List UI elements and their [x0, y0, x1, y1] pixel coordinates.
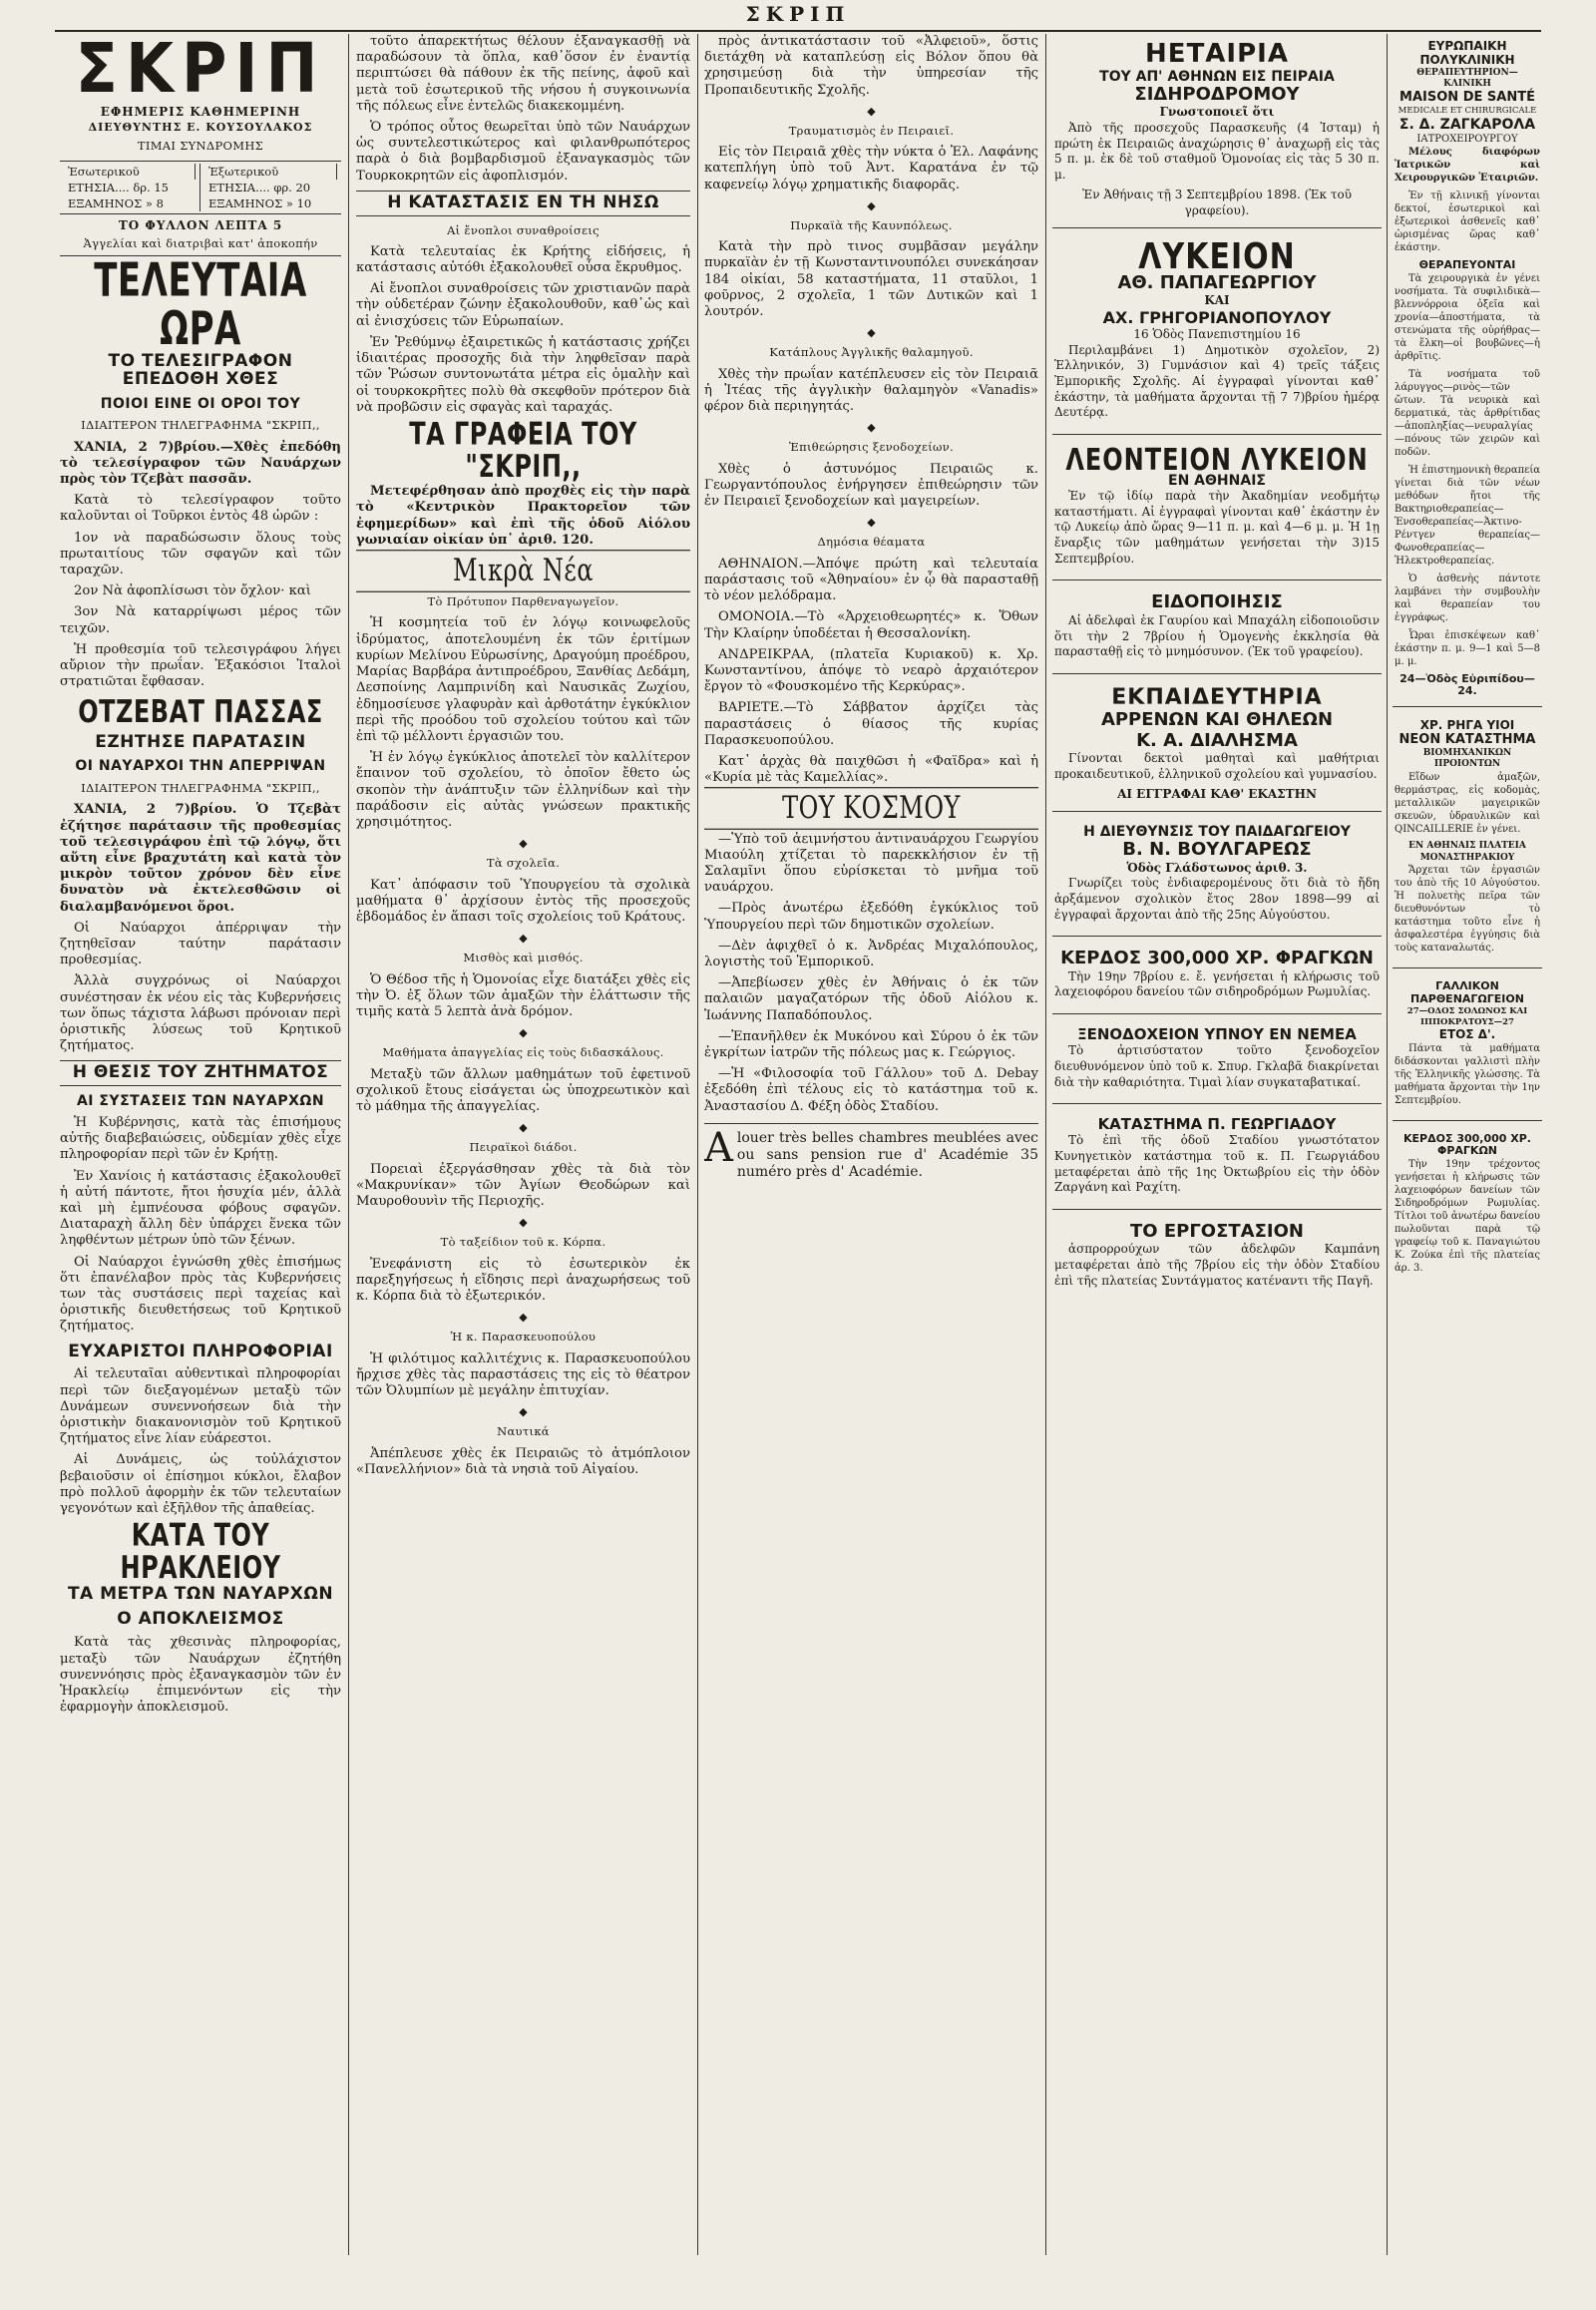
ad-paidagogeion — [1052, 818, 1382, 937]
separator: ◆ — [519, 1216, 528, 1230]
headline-advice: ΑΙ ΣΥΣΤΑΣΕΙΣ ΤΩΝ ΝΑΥΑΡΧΩΝ — [76, 1093, 325, 1110]
article-paragraph: Πορειαὶ ἐξεργάσθησαν χθὲς τὰ διὰ τὸν «Μακρυνίκαν» τῶν Ἀγίων Θεοδώρων καὶ Μαυροθουνὶν τῆς Περιοχῆς. — [356, 1161, 690, 1209]
headline-small-news: Μικρὰ Νέα — [356, 550, 690, 592]
article-paragraph: Ἐν Χανίοις ἡ κατάστασις ἐξακολουθεῖ ἡ αὐτή πάντοτε, ἤτοι ἡσυχία μέν, ἀλλὰ καὶ μὴ ἐμπνέουσα φόβους σφαγῶν. Διαταραχὴ ἄλλη δὲν ὑπάρχει ἕνεκα τῶν ληφθέντων μέτρων ὑπὸ τῶν ξένων. — [60, 1168, 341, 1249]
ad-title: ΤΟ ΕΡΓΟΣΤΑΣΙΟΝ — [1130, 1220, 1304, 1242]
ad-title: ΓΑΛΛΙΚΟΝ ΠΑΡΘΕΝΑΓΩΓΕΙΟΝ — [1410, 979, 1524, 1006]
article-paragraph: Ἡ ἐν λόγῳ ἐγκύκλιος ἀποτελεῖ τὸν καλλίτερον ἔπαινον τοῦ σχολείου, τὸ ὁποῖον ἔθετο ὡς σκοπὸν τὴν ἀνάπτυξιν τῶν ἑλληνίδων καὶ τὴν παράδοσιν εἰς αὐτὰς γνώσεων πρακτικῆς χρησιμότητος. — [356, 750, 690, 830]
article-paragraph: —Ὑπὸ τοῦ ἀειμνήστου ἀντιναυάρχου Γεωργίου Μιαούλη χτίζεται τὸ παρεκκλήσιον ἐν τῇ Σαλαμῖνι ὅπου εὑρίσκεται τὸ μνῆμα τοῦ ναυάρχου. — [704, 831, 1038, 896]
ad-leonteion — [1052, 441, 1382, 580]
ad-polyclinic — [1393, 34, 1542, 707]
article-paragraph: Χθὲς τὴν πρωΐαν κατέπλευσεν εἰς τὸν Πειραιᾶ ἡ Ἰτέας τῆς ἀγγλικὴν θαλαμηγὸν «Vanadis» φέρον διὰ περιηγητάς. — [704, 366, 1038, 415]
ad-schools — [1052, 680, 1382, 812]
domestic-prices — [60, 164, 200, 212]
domestic-half: ΕΞΑΜΗΝΟΣ » 8 — [68, 196, 164, 211]
article-paragraph: 2ον Νὰ ἀφοπλίσωσι τὸν ὄχλον· καὶ — [74, 583, 311, 599]
ad-notice: Γνωστοποιεῖ ὅτι — [1159, 105, 1275, 120]
article-paragraph: Ἡ Κυβέρνησις, κατὰ τὰς ἐπισήμους αὐτῆς διαβεβαιώσεις, οὐδεμίαν χθὲς εἶχε πληροφορίαν περὶ τῶν ἐν Κρήτῃ. — [60, 1114, 341, 1163]
ad-railway — [1052, 34, 1382, 228]
ad-text: Ὁ ἀσθενὴς πάντοτε λαμβάνει τὴν συμβουλὴν καὶ θεραπείαν του ἐγγράφως. — [1395, 573, 1540, 623]
ad-french-subtitle: MEDICALE ET CHIRURGICALE — [1397, 105, 1537, 116]
ad-text: Τὴν 19ην 7βρίου ε. ἔ. γενήσεται ἡ κλήρωσις τοῦ λαχειοφόρου δανείου τῶν σιδηροδρόμων Ρωμυλίας. — [1054, 968, 1380, 999]
ad-title: ΚΕΡΔΟΣ 300,000 ΧΡ. ΦΡΑΓΚΩΝ — [1060, 948, 1374, 969]
headline-refused: ΟΙ ΝΑΥΑΡΧΟΙ ΤΗΝ ΑΠΕΡΡΙΨΑΝ — [75, 758, 326, 775]
ad-title: ΛΕΟΝΤΕΙΟΝ ΛΥΚΕΙΟΝ — [1065, 442, 1369, 478]
article-paragraph: ΒΑΡΙΕΤΕ.—Τὸ Σάββατον ἀρχίζει τὰς παραστάσεις ὁ θίασος τῆς κυρίας Παρασκευοπούλου. — [704, 700, 1038, 748]
prices-title: ΤΙΜΑΙ ΣΥΝΔΡΟΜΗΣ — [137, 139, 264, 154]
article-paragraph: 3ον Νὰ καταρρίψωσι μέρος τῶν τειχῶν. — [60, 604, 341, 636]
headline-extension: ΕΖΗΤΗΣΕ ΠΑΡΑΤΑΣΙΝ — [95, 731, 306, 752]
ad-address: 16 Ὁδὸς Πανεπιστημίου 16 — [1133, 327, 1301, 342]
private-telegram-label: ΙΔΙΑΙΤΕΡΟΝ ΤΗΛΕΓΡΑΦΗΜΑ "ΣΚΡΙΠ,, — [81, 781, 320, 796]
column-rule — [697, 34, 698, 2255]
subheading: Ἡ κ. Παρασκευοπούλου — [450, 1330, 597, 1345]
separator: ◆ — [519, 837, 528, 851]
article-paragraph: —Ἡ «Φιλοσοφία τοῦ Γάλλου» τοῦ Δ. Debay ἐξεδόθη ἐπὶ τέλους εἰς τὸ κατάστημα τοῦ κ. Ἀναστασίου Δ. Φέξη ὁδὸς Σταδίου. — [704, 1066, 1038, 1114]
ad-name: ΑΘ. ΠΑΠΑΓΕΩΡΓΙΟΥ — [1117, 271, 1317, 293]
ad-registration: ΑΙ ΕΓΓΡΑΦΑΙ ΚΑΘ' ΕΚΑΣΤΗΝ — [1117, 787, 1317, 802]
article-paragraph: Κατὰ τὰς χθεσινὰς πληροφορίας, μεταξὺ τῶν Ναυάρχων ἐζητήθη συνεννόησις πρὸς ἐξαναγκασμὸν τῶν ἐν Ἡρακλείῳ ἐπιμενόντων εἰς τὴν ἐφαρμογὴν ἀποκλεισμοῦ. — [60, 1635, 341, 1716]
column-rule — [1387, 34, 1388, 2255]
headline-terms: ΠΟΙΟΙ ΕΙΝΕ ΟΙ ΟΡΟΙ ΤΟΥ — [100, 395, 301, 412]
ad-name: Β. Ν. ΒΟΥΛΓΑΡΕΩΣ — [1122, 839, 1312, 861]
column-1 — [60, 34, 341, 2255]
masthead-editor: ΔΙΕΥΘΥΝΤΗΣ Ε. ΚΟΥΣΟΥΛΑΚΟΣ — [88, 121, 313, 135]
ad-title: ΗΕΤΑΙΡΙΑ — [1145, 39, 1289, 69]
ad-french-school — [1393, 974, 1542, 1120]
ad-name: Κ. Α. ΔΙΑΛΗΣΜΑ — [1136, 729, 1298, 751]
article-paragraph: 1ον νὰ παραδώσωσιν ὅλους τοὺς πρωταιτίους τῶν σφαγῶν καὶ τῶν ταραχῶν. — [60, 530, 341, 578]
domestic-year: ΕΤΗΣΙΑ.... δρ. 15 — [68, 180, 169, 194]
article-paragraph: Ἀπέπλευσε χθὲς ἐκ Πειραιῶς τὸ ἀτμόπλοιον «Πανελλήνιον» διὰ τὰ νησιὰ τοῦ Αἰγαίου. — [356, 1445, 690, 1477]
headline-island: Η ΚΑΤΑΣΤΑΣΙΣ ΕΝ ΤΗ ΝΗΣΩ — [356, 191, 690, 216]
ad-text: Περιλαμβάνει 1) Δημοτικὸν σχολεῖον, 2) Ἑλληνικόν, 3) Γυμνάσιον καὶ 4) τρεῖς τάξεις Ἐμπορικῆς Σχολῆς. Αἱ ἐγγραφαὶ γίνονται καθ᾽ ἑκάστην, τὰ μαθήματα ἄρχονται τῇ 7 7)βρίου ἡμέρᾳ Δευτέρᾳ. — [1054, 342, 1380, 420]
running-header: ΣΚΡΙΠ — [55, 0, 1541, 32]
separator: ◆ — [519, 932, 528, 946]
ad-subtitle: ΘΕΡΑΠΕΥΤΗΡΙΟΝ—ΚΛΙΝΙΚΗ — [1416, 67, 1518, 90]
ad-role: ΙΑΤΡΟΧΕΙΡΟΥΡΓΟΥ — [1416, 134, 1518, 146]
article-paragraph: Ἐν Ῥεθύμνῳ ἐξαιρετικῶς ἡ κατάστασις χρήζει ἰδιαιτέρας προσοχῆς διὰ τὴν ληφθεῖσαν παρὰ τῶν Ῥώσων συντονωτάτα μέτρα εἰς ὁμαλὴν καὶ οἱ τουρκοκρῆτες πολὺ θὰ σκεφθοῦν πρότερον διὰ νὰ προβῶσιν εἰς σφαγὰς καὶ ταραχάς. — [356, 334, 690, 415]
subheading: Ναυτικά — [497, 1424, 550, 1439]
article-paragraph: ΧΑΝΙΑ, 2 7)βρίου. Ὁ Τζεβὰτ ἐζήτησε παράτασιν τῆς προθεσμίας τοῦ τελεσιγράφου ἐπὶ τῷ λόγῳ, ὅτι αὕτη εἶνε βραχυτάτη καὶ κατὰ τὸν μικρὸν τοῦτον χρόνον δὲν εἶνε δυνατὸν νὰ ἐκτελεσθῶσιν οἱ διαλαμβανόμενοι ὅροι. — [60, 802, 341, 915]
ad-text: Γίνονται δεκτοὶ μαθηταὶ καὶ μαθήτριαι προκαιδευτικοῦ, ἑλληνικοῦ σχολείου καὶ γυμνασίου. — [1054, 751, 1380, 781]
ad-subtitle: ΕΝ ΑΘΗΝΑΙΣ — [1168, 473, 1266, 490]
article-paragraph: —Δὲν ἀφιχθεῖ ὁ κ. Ἀνδρέας Μιχαλόπουλος, λογιστὴς τοῦ Ἐμπορικοῦ. — [704, 938, 1038, 969]
article-paragraph: Κατ᾽ ἀπόφασιν τοῦ Ὑπουργείου τὰ σχολικὰ μαθήματα θ᾽ ἀρχίσουν ἐντὸς τῆς προσεχοῦς ἑβδομάδος ἐν ἅπασι τοῖς σχολείοις τοῦ Κράτους. — [356, 877, 690, 925]
separator: ◆ — [519, 1405, 528, 1419]
headline-pleasant: ΕΥΧΑΡΙΣΤΟΙ ΠΛΗΡΟΦΟΡΙΑΙ — [68, 1341, 333, 1361]
separator: ◆ — [867, 198, 876, 212]
foreign-year: ΕΤΗΣΙΑ.... φρ. 20 — [208, 180, 311, 194]
ad-hours: Ὧραι ἐπισκέψεων καθ᾽ ἑκάστην π. μ. 9—1 καὶ 5—8 μ. μ. — [1395, 629, 1540, 667]
french-ad-text: louer très belles chambres meublées avec ou sans pension rue d' Académie 35 numéro près d' Académie. — [736, 1129, 1038, 1180]
separator: ◆ — [867, 421, 876, 435]
column-rule — [348, 34, 349, 2255]
ad-lottery — [1052, 943, 1382, 1014]
separator: ◆ — [867, 326, 876, 340]
ad-subtitle: ΒΙΟΜΗΧΑΝΙΚΩΝ ΠΡΟΙΟΝΤΩΝ — [1422, 747, 1512, 770]
foreign-prices — [200, 164, 341, 212]
article-paragraph: ΧΑΝΙΑ, 2 7)βρίου.—Χθὲς ἐπεδόθη τὸ τελεσίγραφον τῶν Ναυάρχων πρὸς τὸν Τζεβὰτ πασσᾶν. — [60, 439, 341, 487]
subheading: Αἱ ἔνοπλοι συναθροίσεις — [447, 222, 599, 237]
article-paragraph: Αἱ τελευταῖαι αὐθεντικαὶ πληροφορίαι περὶ τῶν διεξαγομένων μεταξὺ τῶν Δυνάμεων συνεννοήσεων διὰ τὴν ὁριστικὴν διακανονισμὸν τοῦ Κρητικοῦ ζητήματος εἶνε λίαν εὐάρεστοι. — [60, 1366, 341, 1447]
ad-title: ΕΥΡΩΠΑΙΚΗ ΠΟΛΥΚΛΙΝΙΚΗ — [1419, 39, 1515, 67]
article-paragraph: Ἡ φιλότιμος καλλιτέχνις κ. Παρασκευοπούλου ἤρχισε χθὲς τὰς παραστάσεις της εἰς τὸ θέατρον τῶν Ὀλυμπίων μὲ μεγάλην ἐπιτυχίαν. — [356, 1350, 690, 1399]
ad-place: ΕΝ ΑΘΗΝΑΙΣ ΠΛΑΤΕΙΑ ΜΟΝΑΣΤΗΡΑΚΙΟΥ — [1408, 841, 1526, 863]
ad-lyceum — [1052, 234, 1382, 435]
ad-subtitle: ΤΟΥ ΑΠ' ΑΘΗΝΩΝ ΕΙΣ ΠΕΙΡΑΙΑ — [1099, 68, 1335, 85]
article-paragraph: ΑΘΗΝΑΙΟΝ.—Ἀπόψε πρώτη καὶ τελευταία παράστασις τοῦ «Ἀθηναίου» ἐν ᾧ θὰ παρασταθῇ τὸ νέον μελόδραμα. — [704, 556, 1038, 604]
drop-cap: A — [704, 1124, 733, 1171]
headline-offices: ΤΑ ΓΡΑΦΕΙΑ ΤΟΥ "ΣΚΡΙΠ,, — [409, 415, 637, 485]
article-paragraph: —Ἀπεβίωσεν χθὲς ἐν Ἀθήναις ὁ ἐκ τῶν παλαιῶν μαγαζατόρων τῆς ὁδοῦ Αἰόλου κ. Ἰωάννης Παπαδόπουλος. — [704, 975, 1038, 1023]
foreign-label: Ἐξωτερικοῦ — [204, 164, 337, 180]
private-telegram-label: ΙΔΙΑΙΤΕΡΟΝ ΤΗΛΕΓΡΑΦΗΜΑ "ΣΚΡΙΠ,, — [81, 418, 320, 433]
ad-title: Η ΔΙΕΥΘΥΝΣΙΣ ΤΟΥ ΠΑΙΔΑΓΩΓΕΙΟΥ — [1083, 824, 1351, 841]
separator: ◆ — [867, 516, 876, 530]
foreign-half: ΕΞΑΜΗΝΟΣ » 10 — [208, 196, 312, 211]
issue-price: ΤΟ ΦΥΛΛΟΝ ΛΕΠΤΑ 5 — [118, 218, 283, 233]
article-paragraph: Κατὰ τὴν πρὸ τινος συμβᾶσαν μεγάλην πυρκαϊὰν ἐν τῇ Κωνσταντινουπόλει συνεκάησαν 184 οἰκίαι, 58 καταστήματα, 11 σταῦλοι, 1 φοῦρνος, 2 σχολεῖα, 1 τῶν Δυτικῶν καὶ 1 λουτρόν. — [704, 239, 1038, 320]
column-4 — [1052, 34, 1382, 2255]
domestic-label: Ἐσωτερικοῦ — [64, 164, 196, 180]
ad-title: ΛΥΚΕΙΟΝ — [1138, 235, 1296, 278]
article-paragraph: Μεταξὺ τῶν ἄλλων μαθημάτων τοῦ ἐφετινοῦ σχολικοῦ ἔτους εἰσάγεται ὡς ὑποχρεωτικὸν καὶ τὸ μάθημα τῆς ἀπαγγελίας. — [356, 1066, 690, 1114]
subheading: Μισθὸς καὶ μισθός. — [463, 951, 584, 965]
ad-factory — [1052, 1216, 1382, 1302]
ad-text: Εἴδων ἁμαξῶν, θερμάστρας, εἰς κοδομὰς, μεταλλικῶν μαγειρικῶν σκευῶν, ὑδραυλικῶν καὶ QINCAILLERIE ἐν γένει. — [1395, 772, 1540, 836]
ad-address: 27—ΟΔΟΣ ΣΟΛΩΝΟΣ ΚΑΙ ΙΠΠΟΚΡΑΤΟΥΣ—27 — [1406, 1005, 1528, 1027]
ad-rigas — [1393, 713, 1542, 968]
article-paragraph: Κατὰ τὸ τελεσίγραφον τοῦτο καλοῦνται οἱ Τοῦρκοι ἐντὸς 48 ὡρῶν : — [60, 493, 341, 525]
headline-position: Η ΘΕΣΙΣ ΤΟΥ ΖΗΤΗΜΑΤΟΣ — [60, 1060, 341, 1086]
article-paragraph: ΟΜΟΝΟΙΑ.—Τὸ «Ἀρχειοθεωρητές» κ. Ὅθων Τὴν Κλαίρην ὑποδέεται ἡ Θεσσαλονίκη. — [704, 609, 1038, 641]
french-ad — [704, 1123, 1038, 1181]
headline-last-hour: ΤΕΛΕΥΤΑΙΑ ΩΡΑ — [94, 253, 307, 356]
ad-text: Τὰ νοσήματα τοῦ λάρυγγος—ρινὸς—τῶν ὤτων. Τὰ νευρικὰ καὶ δερματικά, τὰς ἀρθρίτιδας—ἀποπληξίας—νευραλγίας—πόνους τῶν χειρῶν καὶ ποδῶν. — [1395, 368, 1540, 458]
ad-text: Μέλους διαφόρων Ἰατρικῶν καὶ Χειρουργικῶν Ἑταιριῶν. — [1395, 147, 1540, 185]
article-paragraph: Ἡ κοσμητεία τοῦ ἐν λόγῳ κοινωφελοῦς ἱδρύματος, ἀποτελουμένη ἐκ τῶν ἐριτίμων κυρίων Μελίνου Εὐρωσίνης, Δραγούμη προέδρου, Μαρίας Βαρβάρα ἀντιπροέδρου, Ξανθίας Δεδάμη, Δεσποίνης Λαμπρινίδη καὶ Ναυσικᾶς Ζωχίου, ἐδημοσίευσε γλαφυρὰν καὶ ἀρθοτάτην ἐγκύκλιον περὶ τῆς προόδου τοῦ σχολείου τούτου καὶ τῶν ἐπὶ τῷ μέλλοντι ἐργασιῶν του. — [356, 615, 690, 744]
ad-big: ΝΕΟΝ ΚΑΤΑΣΤΗΜΑ — [1398, 731, 1536, 747]
ad-name: ΑΧ. ΓΡΗΓΟΡΙΑΝΟΠΟΥΛΟΥ — [1102, 307, 1332, 327]
ad-subtitle: ΑΡΡΕΝΩΝ ΚΑΙ ΘΗΛΕΩΝ — [1100, 708, 1334, 730]
ad-title: ΕΙΔΟΠΟΙΗΣΙΣ — [1151, 591, 1283, 613]
subheading: Τραυματισμὸς ἐν Πειραιεῖ. — [788, 124, 955, 139]
headline-measures: ΤΑ ΜΕΤΡΑ ΤΩΝ ΝΑΥΑΡΧΩΝ — [67, 1583, 334, 1604]
ad-address: Ὁδὸς Γλάδστωνος ἀριθ. 3. — [1126, 860, 1308, 875]
article-paragraph: ΑΝΔΡΕΙΚΡΑΑ, (πλατεῖα Κυριακοῦ) κ. Χρ. Κωνσταντίνου, ἀπόψε τὸ νεαρὸ ἀρχαιότερον ἔργον τὸ «Φουσκομένο τῆς Κερκύρας». — [704, 646, 1038, 695]
ad-signature: Ἐν Ἀθήναις τῇ 3 Σεπτεμβρίου 1898. (Ἐκ τοῦ γραφείου). — [1082, 188, 1352, 217]
ad-text: Τὴν 19ην τρέχοντος γενήσεται ἡ κλήρωσις τῶν λαχειοφόρων δανείων τῶν Σιδηροδρόμων Ρωμυλίας. Τίτλοι τοῦ ἀνωτέρω δανείου πωλοῦνται παρὰ τῷ γραφείῳ τοῦ κ. Παναγιώτου Κ. Ζούκα ἐπὶ τῆς πλατείας ἀρ. 3. — [1395, 1158, 1540, 1274]
headline-world: ΤΟΥ ΚΟΣΜΟΥ — [704, 787, 1038, 830]
column-rule — [1045, 34, 1046, 2255]
article-paragraph: Ἡ προθεσμία τοῦ τελεσιγράφου λήγει αὔριον τὴν πρωΐαν. Ἐξακόσιοι Ἰταλοὶ στρατιῶται ἔφθασαν. — [60, 641, 341, 690]
ad-text: Ἐν τῇ κλινικῇ γίνονται δεκτοί, ἐσωτερικοὶ καὶ ἐξωτερικοὶ ἀσθενεῖς καθ᾽ ὡρισμένας ὥρας καθ᾽ ἑκάστην. — [1395, 191, 1540, 254]
ad-and: ΚΑΙ — [1204, 293, 1230, 308]
subheading: Ἐπιθεώρησις ξενοδοχείων. — [789, 440, 954, 455]
ad-text: Ἄρχεται τῶν ἐργασιῶν του ἀπὸ τῆς 10 Αὐγούστου. Ἡ πολυετὴς πεῖρα τῶν διευθυνόντων τὸ κατάστημα τοῦτο εἶνε ἡ ἀσφαλεστέρα ἐγγύησις διὰ τοὺς καταναλωτάς. — [1395, 865, 1540, 955]
article-paragraph: —Πρὸς ἀνωτέρω ἐξεδόθη ἐγκύκλιος τοῦ Ὑπουργείου περὶ τῶν δημοτικῶν σχολείων. — [704, 901, 1038, 933]
subheading: Τὸ Πρότυπον Παρθεναγωγεῖον. — [427, 594, 619, 609]
headline-blockade: Ο ΑΠΟΚΛΕΙΣΜΟΣ — [117, 1609, 284, 1630]
article-paragraph: Αἱ Δυνάμεις, ὡς τοὐλάχιστον βεβαιοῦσιν οἱ ἐπίσημοι κύκλοι, ἔλαβον πρὸ πολλοῦ ἀφορμὴν ἐκ τῶν τελευταίων γεγονότων καὶ ἐξῆλθον τῆς ἀπαθείας. — [60, 1452, 341, 1517]
masthead-title: ΣΚΡΙΠ — [75, 34, 326, 109]
ad-text: Τὸ ἀρτισύστατον τοῦτο ξενοδοχεῖον διευθυνόμενον ὑπὸ τοῦ κ. Σπυρ. Γκλαβᾶ διακρίνεται διὰ τὴν καθαριότητα. Τιμαὶ λίαν συγκαταβατικαί. — [1054, 1043, 1380, 1089]
subheading: Μαθήματα ἀπαγγελίας εἰς τοὺς διδασκάλους. — [382, 1045, 664, 1060]
ad-title: ΧΡ. ΡΗΓΑ ΥΙΟΙ — [1419, 717, 1515, 732]
ad-address: 24—Ὁδὸς Εὐριπίδου—24. — [1399, 671, 1535, 698]
column-5-main — [1393, 34, 1542, 2255]
column-3 — [704, 34, 1038, 2255]
masthead-subtitle: ΕΦΗΜΕΡΙΣ ΚΑΘΗΜΕΡΙΝΗ — [100, 105, 301, 119]
ad-text: Τὰ χειρουργικὰ ἐν γένει νοσήματα. Τὰ συφιλιδικὰ—βλεννόρροια ὀξεῖα καὶ χρονία—ἀποστήματα, τὰ στενώματα τῆς οὐρήθρας—τὰ ἕλκη—οἱ βουβῶνες—ἡ ἀρθρῖτις. — [1395, 272, 1540, 362]
ad-title: ΚΑΤΑΣΤΗΜΑ Π. ΓΕΩΡΓΙΑΔΟΥ — [1097, 1115, 1337, 1134]
article-paragraph: Κατὰ τελευταίας ἐκ Κρήτης εἰδήσεις, ἡ κατάστασις αὐτόθι ἐξακολουθεῖ οὖσα ἔκρυθμος. — [356, 243, 690, 276]
ad-lottery-2 — [1393, 1127, 1542, 1288]
subheading: Πυρκαϊὰ τῆς Καυνπόλεως. — [790, 218, 953, 233]
ad-french-title: MAISON DE SANTÉ — [1399, 89, 1535, 105]
ads-note: Ἀγγελίαι καὶ διατριβαὶ κατ' ἀποκοπήν — [60, 235, 341, 255]
ad-name: Σ. Δ. ΖΑΓΚΑΡΟΛΑ — [1398, 116, 1536, 133]
ad-text: Τὸ ἐπὶ τῆς ὁδοῦ Σταδίου γνωστότατον Κυνηγετικὸν κατάστημα τοῦ κ. Π. Γεωργιάδου μεταφέρεται ἀπὸ τῆς 1ης Ὀκτωβρίου εἰς τὴν ὁδὸν Ζαργάνη καὶ Ραχίτη. — [1054, 1133, 1380, 1195]
ad-title: ΚΕΡΔΟΣ 300,000 ΧΡ. ΦΡΑΓΚΩΝ — [1403, 1131, 1531, 1158]
ad-text: Ἡ ἐπιστημονικὴ θεραπεία γίνεται διὰ τῶν νέων μεθόδων ἤτοι τῆς Βακτηριοθεραπείας—Ἐνσοθεραπείας—Ἀκτινο-Ρέντγεν θεραπείας—Φωνοθεραπείας—Ἠλεκτροθεραπείας. — [1395, 464, 1540, 567]
article-paragraph: Μετεφέρθησαν ἀπὸ προχθὲς εἰς τὴν παρὰ τὸ «Κεντρικὸν Πρακτορεῖον τῶν ἐφημερίδων» καὶ ἐπὶ τῆς ὁδοῦ Αἰόλου γωνιαίαν οἰκίαν ὑπ᾽ ἀριθ. 120. — [356, 484, 690, 548]
separator: ◆ — [519, 1026, 528, 1040]
article-paragraph: —Ἐπανῆλθεν ἐκ Μυκόνου καὶ Σύρου ὁ ἐκ τῶν ἐγκρίτων ἰατρῶν τῆς πόλεως μας κ. Γεώργιος. — [704, 1028, 1038, 1060]
masthead — [60, 34, 341, 256]
article-paragraph: Εἰς τὸν Πειραιᾶ χθὲς τὴν νύκτα ὁ Ἐλ. Λαφάνης κατεπλήγη ὑπὸ τοῦ Ἀντ. Καρατάνα ἐν τῷ καφενείῳ λόγῳ χρηματικῆς διαφορᾶς. — [704, 145, 1038, 192]
article-paragraph: Κατ᾽ ἀρχὰς θὰ παιχθῶσι ἡ «Φαϊδρα» καὶ ἡ «Κυρία μὲ τὰς Καμελλίας». — [704, 753, 1038, 786]
ad-heading: ΘΕΡΑΠΕΥΟΝΤΑΙ — [1418, 258, 1516, 272]
ad-subtitle: ΣΙΔΗΡΟΔΡΟΜΟΥ — [1134, 83, 1300, 105]
separator: ◆ — [519, 1121, 528, 1135]
column-2 — [356, 34, 690, 2255]
article-paragraph: Ἀλλὰ συγχρόνως οἱ Ναύαρχοι συνέστησαν ἐκ νέου εἰς τὰς Κυβερνήσεις των ὅπως τάχιστα λάβωσι πρόνοιαν περὶ ὁριστικῆς λύσεως τοῦ Κρητικοῦ ζητήματος. — [60, 973, 341, 1054]
subheading: Τὰ σχολεῖα. — [486, 856, 561, 871]
subheading: Κατάπλους Ἀγγλικῆς θαλαμηγοῦ. — [769, 345, 974, 360]
ad-text: Ἐν τῷ ἰδίῳ παρὰ τὴν Ἀκαδημίαν νεοδμήτῳ καταστήματι. Αἱ ἐγγραφαὶ γίνονται καθ᾽ ἑκάστην ἐν τῷ Λυκείῳ ἀπὸ ὥρας 9—11 π. μ. καὶ 4—6 μ. μ. Ἡ 1ῃ ἔναρξις τῶν μαθημάτων γενήσεται τὴν 3)15 Σεπτεμβρίου. — [1054, 489, 1380, 566]
subheading: Δημόσια θέαματα — [817, 535, 926, 550]
article-paragraph: πρὸς ἀντικατάστασιν τοῦ «Ἀλφειοῦ», ὅστις διετάχθη νὰ καταπλεύσῃ εἰς Βόλον ὅπου θὰ χρησιμεύσῃ διὰ τὴν ὑπηρεσίαν τῆς Προπαιδευτικῆς Σχολῆς. — [704, 34, 1038, 98]
ad-store — [1052, 1110, 1382, 1210]
headline-tzevat: ΟΤΖΕΒΑΤ ΠΑΣΣΑΣ — [78, 694, 323, 731]
ad-text: Πάντα τὰ μαθήματα διδάσκονται γαλλιστὶ πλὴν τῆς Ἑλληνικῆς γλώσσης. Τὰ μαθήματα ἄρχονται τὴν 1ην Σεπτεμβρίου. — [1395, 1042, 1540, 1106]
article-paragraph: Αἱ ἔνοπλοι συναθροίσεις τῶν χριστιανῶν παρὰ τὴν οὐδετέραν ζώνην ἐξακολουθοῦν, καθ᾽ὡς καὶ αἱ ἐνισχύσεις τῶν Εὐρωπαίων. — [356, 281, 690, 329]
article-paragraph: Ὁ τρόπος οὗτος θεωρεῖται ὑπὸ τῶν Ναυάρχων ὡς συντελεστικώτερος καὶ φιλανθρωπότερος παρὰ ὁ διὰ βομβαρδισμοῦ ἐξαναγκασμὸς τῶν Τουρκοκρητῶν εἰς ἀφοπλισμόν. — [356, 120, 690, 184]
headline-telegram: ΤΟ ΤΕΛΕΣΙΓΡΑΦΟΝ ΕΠΕΔΟΘΗ ΧΘΕΣ — [108, 351, 293, 389]
ad-text: ἀσπρορρούχων τῶν ἀδελφῶν Καμπάνη μεταφέρεται ἀπὸ τῆς 7βρίου εἰς τὴν ὁδὸν Σταδίου ἐπὶ τῆς πλατείας Συντάγματος κατέναντι τῆς Παγῆ. — [1054, 1242, 1380, 1288]
ad-text: Ἀπὸ τῆς προσεχοῦς Παρασκευῆς (4 Ἰσταμ) ἡ πρώτη ἐκ Πειραιῶς ἀναχώρησις θ᾽ ἀναχωρῇ εἰς τὰς 5 π. μ. ἐκ δὲ τοῦ σταθμοῦ Ὁμονοίας εἰς τὰς 5 30 π. μ. — [1054, 120, 1380, 182]
ad-notice — [1052, 586, 1382, 673]
subscription-prices — [60, 161, 341, 215]
ad-text: Αἱ ἀδελφαὶ ἐκ Γαυρίου καὶ Μπαχάλη εἰδοποιοῦσιν ὅτι τὴν 2 7βρίου ἡ Ὁμογενὴς ἐκκλησία θὰ παρασταθῇ εἰς τὸ μνημόσυνον. (Ἐκ τοῦ γραφείου). — [1054, 612, 1380, 659]
ad-title: ΕΚΠΑΙΔΕΥΤΗΡΙΑ — [1111, 684, 1323, 710]
article-paragraph: Χθὲς ὁ ἀστυνόμος Πειραιῶς κ. Γεωργαντόπουλος ἐνήργησεν ἐπιθεώρησιν τῶν ἐν Πειραιεῖ ξενοδοχείων καὶ μαγειρείων. — [704, 461, 1038, 510]
ad-text: Γνωρίζει τοὺς ἐνδιαφερομένους ὅτι διὰ τὸ ἤδη ἀρξάμενον σχολικὸν ἔτος 28ον 1898—99 αἱ ἐγγραφαὶ ἄρχονται ἀπὸ τῆς 25ης Αὐγούστου. — [1054, 876, 1380, 922]
separator: ◆ — [519, 1311, 528, 1325]
ad-year: ΕΤΟΣ Δ'. — [1438, 1026, 1496, 1041]
ad-hotel — [1052, 1020, 1382, 1104]
subheading: Τὸ ταξείδιον τοῦ κ. Κόρπα. — [440, 1235, 606, 1250]
subheading: Πειραϊκοὶ διάδοι. — [469, 1140, 578, 1155]
article-paragraph: Οἱ Ναύαρχοι ἀπέρριψαν τὴν ζητηθεῖσαν ταύτην παράτασιν προθεσμίας. — [60, 920, 341, 968]
article-paragraph: Ὁ Θέδοσ τῆς ἡ Ὁμονοίας εἶχε διατάξει χθὲς εἰς τὴν Ὀ. ἐξ ὅλων τῶν ἀμαξῶν τὴν ἐλάττωσιν τῆς τιμῆς κατὰ 5 λεπτὰ ἀνὰ δρόμον. — [356, 971, 690, 1019]
article-paragraph: Οἱ Ναύαρχοι ἐγνώσθη χθὲς ἐπισήμως ὅτι ἐπανέλαβον πρὸς τὰς Κυβερνήσεις των τὰς συστάσεις περὶ ταχείας καὶ ὁριστικῆς διευθετήσεως τοῦ Κρητικοῦ ζητήματος. — [60, 1254, 341, 1335]
headline-heraklion: ΚΑΤΑ ΤΟΥ ΗΡΑΚΛΕΙΟΥ — [120, 1517, 281, 1587]
separator: ◆ — [867, 104, 876, 118]
article-paragraph: Ἐνεφάνιστη εἰς τὸ ἐσωτερικὸν ἐκ παρεξηγήσεως ἡ εἴδησις περὶ ἀναχωρήσεως τοῦ κ. Κόρπα διὰ τὸ ἐξωτερικόν. — [356, 1256, 690, 1304]
ad-title: ΞΕΝΟΔΟΧΕΙΟΝ ΥΠΝΟΥ ΕΝ ΝΕΜΕΑ — [1077, 1025, 1357, 1044]
article-paragraph: τοῦτο ἀπαρεκτήτως θέλουν ἐξαναγκασθῇ νὰ παραδώσουν τὰ ὅπλα, καθ᾽ὅσον ἐν ἐναντίᾳ περιπτώσει θὰ πάθουν ἐκ τῆς πείνης, ἀφοῦ καὶ μετὰ τοῦ ἐσωτερικοῦ τῆς νήσου ἡ συγκοινωνία τῆς πόλεως εἶνε ἐντελῶς διακεκομμένη. — [356, 34, 690, 114]
